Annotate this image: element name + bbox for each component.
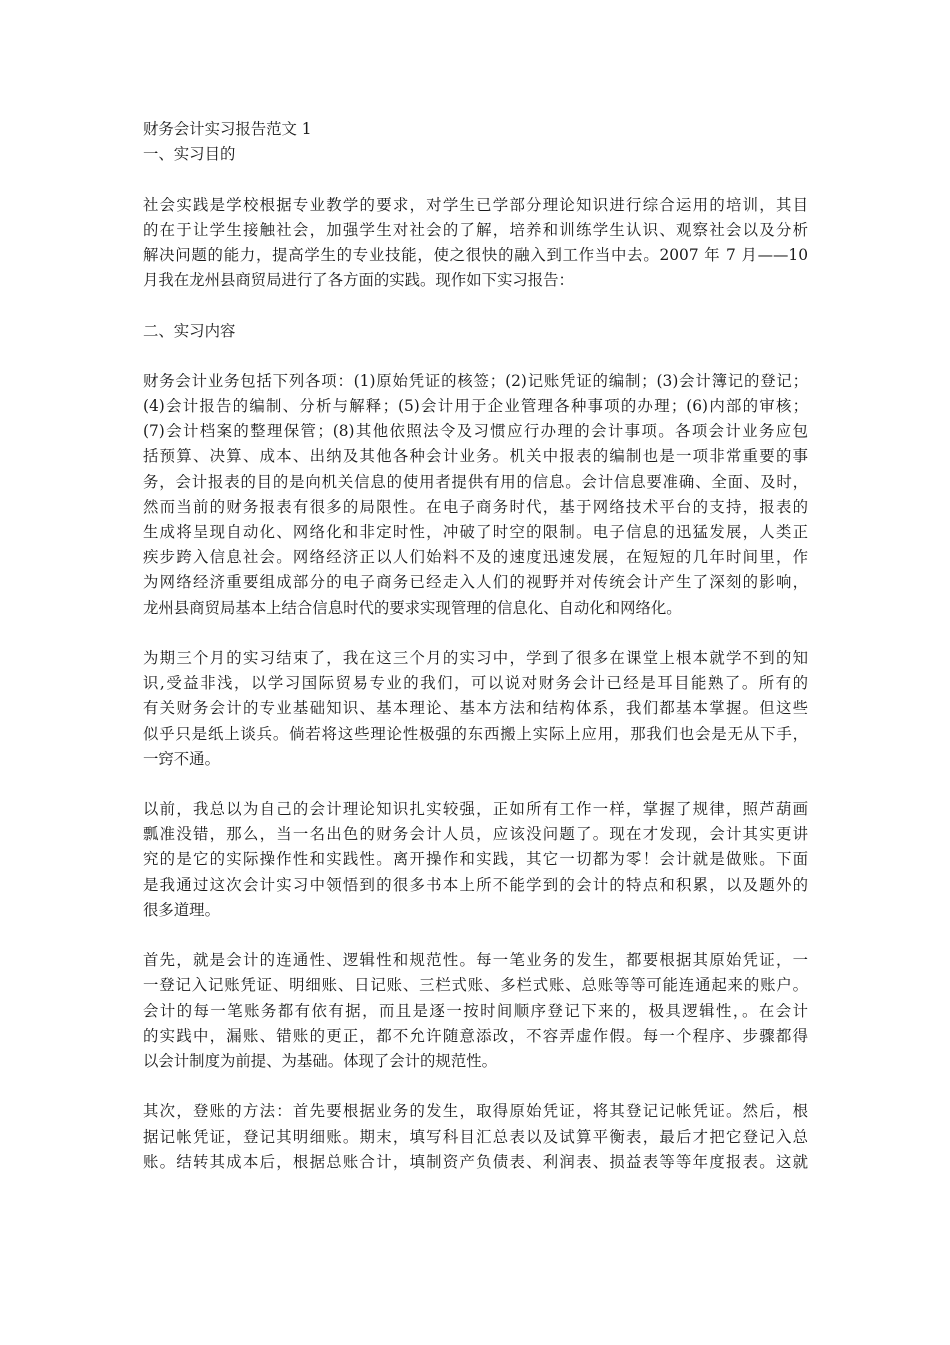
paragraph-line: 很多道理。: [143, 900, 220, 919]
paragraph-line: 生成将呈现自动化、网络化和非定时性，冲破了时空的限制。电子信息的迅猛发展，人类正: [143, 523, 808, 541]
blank-line: [143, 923, 808, 948]
section-heading-content: 二、实习内容: [143, 321, 236, 340]
blank-line: [143, 621, 808, 646]
paragraph-line: 瓢准没错，那么，当一名出色的财务会计人员，应该没问题了。现在才发现，会计其实更讲: [143, 825, 808, 844]
paragraph-line: 括预算、决算、成本、出纳及其他各种会计业务。机关中报表的编制也是一项非常重要的事: [143, 447, 808, 466]
blank-line: [143, 772, 808, 797]
blank-line: [143, 167, 808, 192]
paragraph-line: 首先，就是会计的连通性、逻辑性和规范性。每一笔业务的发生，都要根据其原始凭证，一: [143, 951, 808, 970]
paragraph-line: 一登记入记账凭证、明细账、日记账、三栏式账、多栏式账、总账等等可能连通起来的账户。: [143, 976, 808, 995]
paragraph-line: 的在于让学生接触社会，加强学生对社会的了解，培养和训练学生认识、观察社会以及分析: [143, 220, 808, 239]
paragraph-line: 龙州县商贸局基本上结合信息时代的要求实现管理的信息化、自动化和网络化。: [143, 598, 682, 617]
paragraph-accounting-business: [143, 369, 808, 621]
paragraph-internship-end: [143, 646, 808, 772]
paragraph-line: 其次，登账的方法：首先要根据业务的发生，取得原始凭证，将其登记记帐凭证。然后，根: [143, 1102, 808, 1121]
paragraph-line: 财务会计业务包括下列各项：(1)原始凭证的核签；(2)记账凭证的编制；(3)会计簿记的登记；: [143, 371, 808, 390]
blank-line: [143, 293, 808, 318]
blank-line: [143, 344, 808, 369]
paragraph-first: [143, 948, 808, 1074]
paragraph-line: 的实践中，漏账、错账的更正，都不允许随意添改，不容弄虚作假。每一个程序、步骤都得: [143, 1026, 808, 1045]
paragraph-line: 社会实践是学校根据专业教学的要求，对学生已学部分理论知识进行综合运用的培训，其目: [143, 195, 808, 214]
paragraph-line: 务，会计报表的目的是向机关信息的使用者提供有用的信息。会计信息要准确、全面、及时，: [143, 472, 808, 491]
paragraph-line: 是我通过这次会计实习中领悟到的很多书本上所不能学到的会计的特点和积累，以及题外的: [143, 875, 808, 894]
paragraph-line: 以会计制度为前提、为基础。体现了会计的规范性。: [143, 1051, 497, 1070]
paragraph-line: 然而当前的财务报表有很多的局限性。在电子商务时代，基于网络技术平台的支持，报表的: [143, 497, 808, 516]
paragraph-line: 月我在龙州县商贸局进行了各方面的实践。现作如下实习报告：: [143, 271, 574, 290]
paragraph-line: 据记帐凭证，登记其明细账。期末，填写科目汇总表以及试算平衡表，最后才把它登记入总: [143, 1127, 808, 1146]
paragraph-line: 为期三个月的实习结束了，我在这三个月的实习中，学到了很多在课堂上根本就学不到的知: [143, 648, 808, 667]
paragraph-line: (4)会计报告的编制、分析与解释；(5)会计用于企业管理各种事项的办理；(6)内部的审核；: [143, 397, 808, 416]
section-heading-purpose: 一、实习目的: [143, 145, 236, 164]
paragraph-line: 解决问题的能力，提高学生的专业技能，使之很快的融入到工作当中去。2007 年 7 月——10: [143, 245, 808, 264]
paragraph-line: 有关财务会计的专业基础知识、基本理论、基本方法和结构体系，我们都基本掌握。但这些: [143, 699, 808, 718]
paragraph-line: 账。结转其成本后，根据总账合计，填制资产负债表、利润表、损益表等等年度报表。这就: [143, 1152, 808, 1171]
paragraph-line: 疾步跨入信息社会。网络经济正以人们始料不及的速度迅速发展，在短短的几年时间里，作: [143, 548, 808, 567]
document-title: 财务会计实习报告范文 1: [143, 120, 312, 138]
paragraph-line: (7)会计档案的整理保管；(8)其他依照法令及习惯应行办理的会计事项。各项会计业务应包: [143, 422, 808, 441]
paragraph-line: 会计的每一笔账务都有依有据，而且是逐一按时间顺序登记下来的，极具逻辑性，。在会计: [143, 1001, 808, 1020]
document-body: [143, 117, 808, 1175]
paragraph-line: 识,受益非浅，以学习国际贸易专业的我们，可以说对财务会计已经是耳目能熟了。所有的: [143, 674, 808, 693]
paragraph-second: [143, 1099, 808, 1175]
paragraph-line: 究的是它的实际操作性和实践性。离开操作和实践，其它一切都为零！会计就是做账。下面: [143, 850, 808, 869]
blank-line: [143, 1074, 808, 1099]
paragraph-line: 似乎只是纸上谈兵。倘若将这些理论性极强的东西搬上实际上应用，那我们也会是无从下手，: [143, 724, 808, 743]
paragraph-line: 为网络经济重要组成部分的电子商务已经走入人们的视野并对传统会计产生了深刻的影响，: [143, 573, 808, 592]
paragraph-previously: [143, 797, 808, 923]
paragraph-line: 以前，我总以为自己的会计理论知识扎实较强，正如所有工作一样，掌握了规律，照芦葫画: [143, 800, 808, 819]
paragraph-intro: [143, 193, 808, 294]
paragraph-line: 一窍不通。: [143, 749, 220, 768]
